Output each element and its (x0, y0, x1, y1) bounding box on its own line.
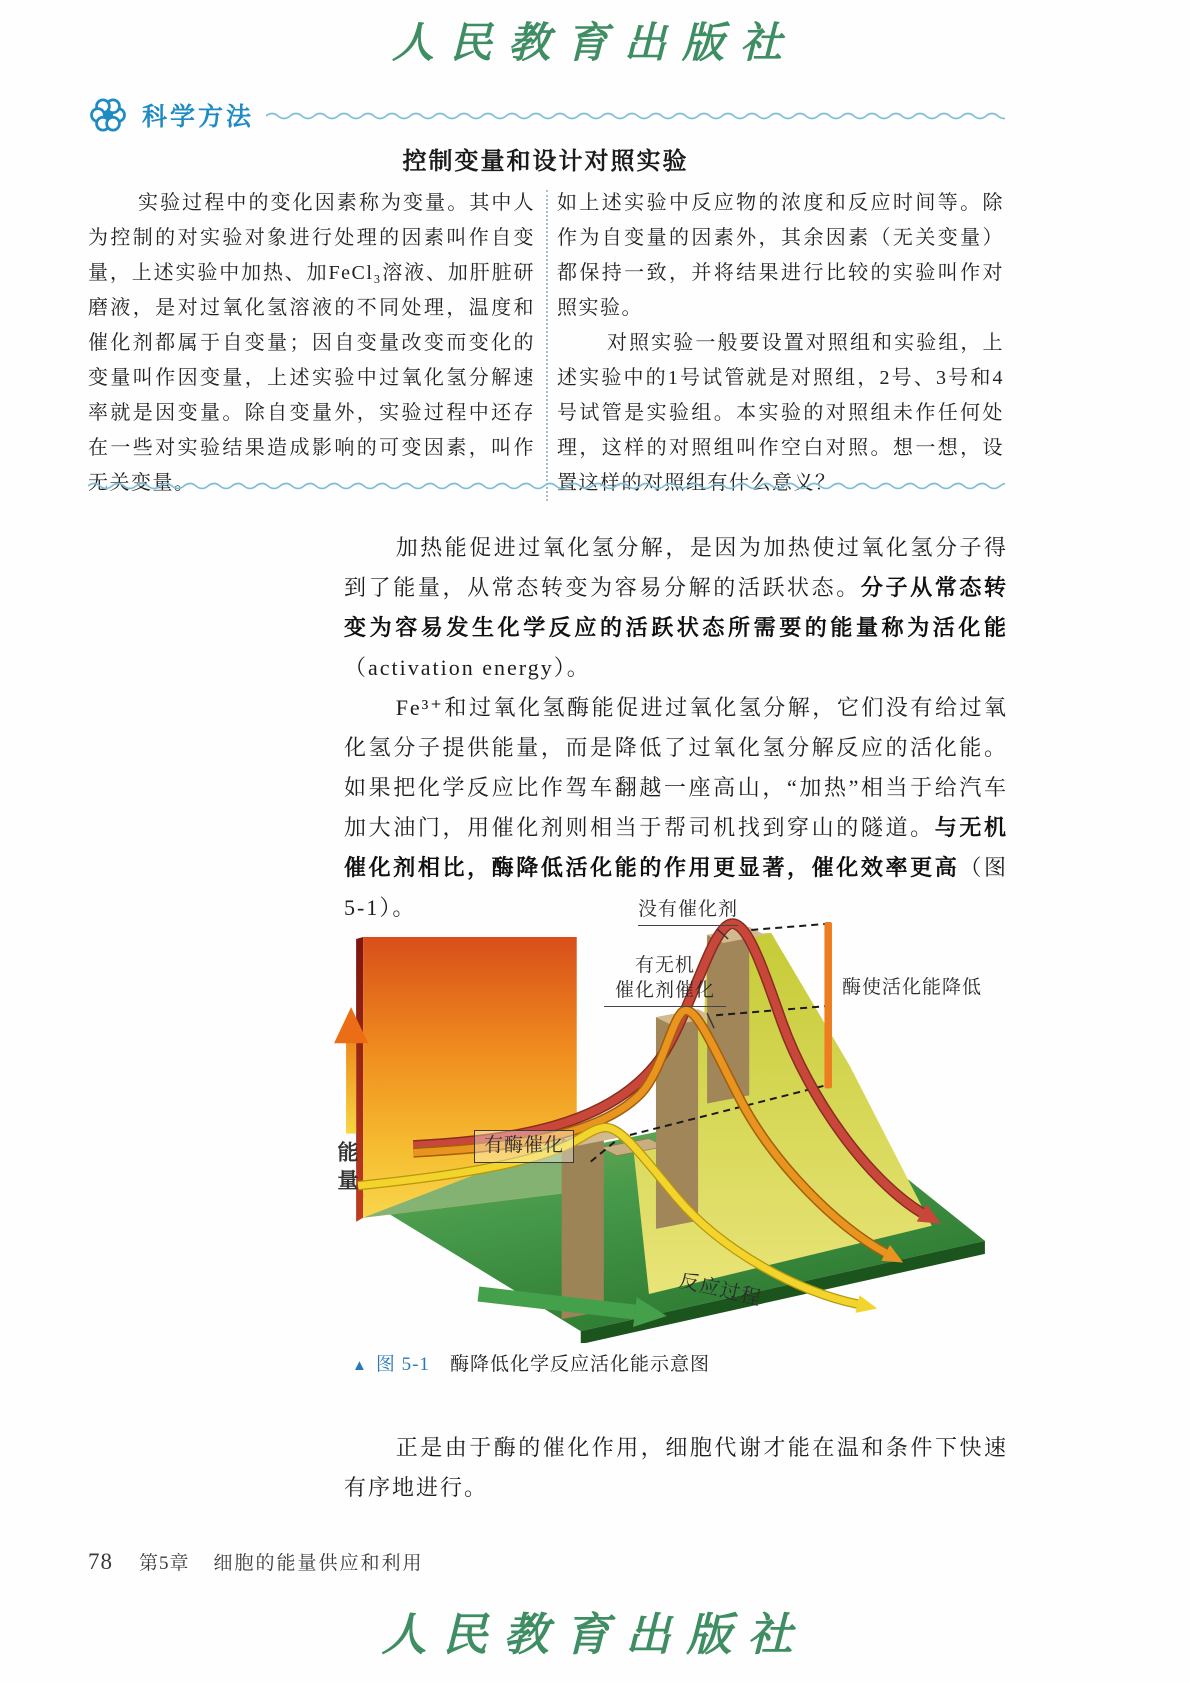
box-title: 控制变量和设计对照实验 (402, 148, 689, 175)
wavy-divider-top (266, 109, 1005, 121)
chapter-title: 细胞的能量供应和利用 (213, 1553, 424, 1574)
page-number: 78 (88, 1549, 113, 1574)
body-p1-emphasis: 分子从常态转变为容易发生化学反应的活跃状态所需要的能量称为活化能 (344, 575, 1008, 640)
label-inorganic-line2: 催化剂催化 (614, 980, 715, 1001)
column-divider (546, 190, 548, 501)
figure-caption (352, 1349, 710, 1376)
right-column-paragraph-1: 如上述实验中反应物的浓度和反应时间等。除作为自变量的因素外，其余因素（无关变量）都保持一致，并将结果进行比较的实验叫作对照实验。 (557, 192, 1004, 319)
right-column (557, 186, 1004, 501)
label-inorganic-line1: 有无机 (634, 955, 695, 976)
two-column-text (88, 186, 1005, 501)
left-column-paragraph: 实验过程中的变化因素称为变量。其中人为控制的对实验对象进行处理的因素叫作自变量，上述实验中加热、加FeCl₃溶液、加肝脏研磨液，是对过氧化氢溶液的不同处理，温度和催化剂都属于自变量；因自变量改变而变化的变量叫作因变量，上述实验中过氧化氢分解速率就是因变量。除自变量外，实验过程中还存在一些对实验结果造成影响的可变因素，叫作无关变量。 (88, 192, 535, 494)
activation-energy-reduction-bar (824, 922, 832, 1088)
label-enzyme-catalyzed: 有酶催化 (474, 1130, 574, 1163)
page-footer (88, 1548, 424, 1575)
body-text-block-2 (344, 1428, 1008, 1508)
figure-number: 图 5-1 (375, 1354, 430, 1375)
wavy-divider-bottom (88, 479, 1005, 491)
label-enzyme-lowers-activation-energy: 酶使活化能降低 (842, 977, 983, 998)
publisher-watermark-top: 人民教育出版社 (391, 18, 798, 67)
body-paragraph-3: 正是由于酶的催化作用，细胞代谢才能在温和条件下快速有序地进行。 (344, 1435, 1008, 1500)
publisher-watermark-bottom: 人民教育出版社 (381, 1608, 809, 1661)
left-column (88, 186, 535, 501)
reaction-process-label: 反应过程 (676, 1269, 764, 1311)
atom-icon (86, 93, 130, 137)
body-paragraph-1 (344, 528, 1008, 688)
science-method-header (86, 92, 1005, 138)
energy-axis-label: 能量 (335, 1141, 359, 1197)
chapter-number: 第5章 (139, 1553, 190, 1574)
figure-caption-text: 酶降低化学反应活化能示意图 (449, 1354, 710, 1375)
body-paragraph-2 (344, 688, 1008, 928)
label-no-catalyst: 没有催化剂 (638, 897, 738, 926)
science-method-badge-label: 科学方法 (142, 103, 255, 131)
right-column-paragraph-2: 对照实验一般要设置对照组和实验组，上述实验中的1号试管就是对照组，2号、3号和4号试管是实验组。本实验的对照组未作任何处理，这样的对照组叫作空白对照。想一想，设置这样的对照组有什么意义？ (557, 332, 1004, 494)
figure-5-1 (318, 893, 1020, 1343)
body-p2-tail: （图5-1）。 (344, 855, 1008, 920)
caption-triangle-icon: ▲ (352, 1358, 368, 1374)
label-inorganic-catalyst (604, 953, 726, 1007)
body-text-block-1 (344, 528, 1008, 928)
body-p1-lead: 加热能促进过氧化氢分解，是因为加热使过氧化氢分子得到了能量，从常态转变为容易分解的活跃状态。 (344, 535, 1008, 600)
body-p2-lead: Fe³⁺和过氧化氢酶能促进过氧化氢分解，它们没有给过氧化氢分子提供能量，而是降低了过氧化氢分解反应的活化能。如果把化学反应比作驾车翻越一座高山，“加热”相当于给汽车加大油门，用催化剂则相当于帮司机找到穿山的隧道。 (344, 695, 1008, 840)
body-p2-emphasis: 与无机催化剂相比，酶降低活化能的作用更显著，催化效率更高 (344, 815, 1008, 880)
body-p1-tail: （activation energy）。 (344, 655, 591, 680)
